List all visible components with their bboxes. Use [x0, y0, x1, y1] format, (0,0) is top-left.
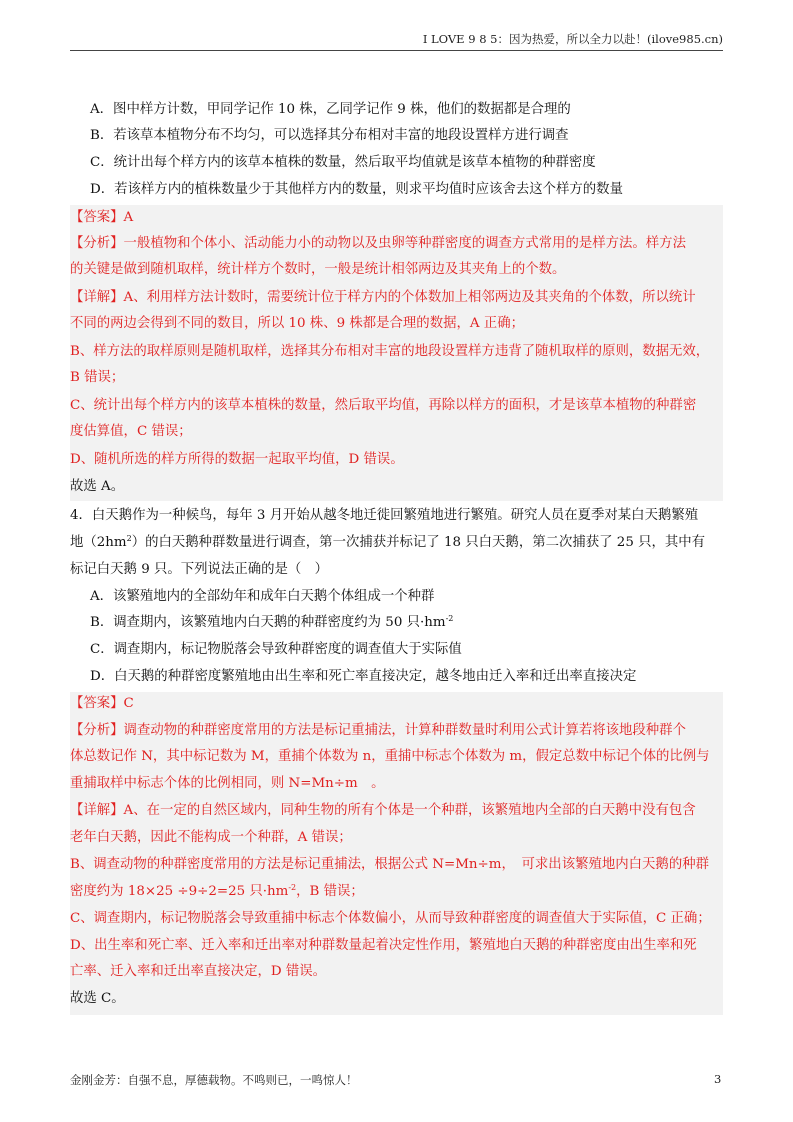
- q3-detail-line: B 错误；: [70, 370, 125, 385]
- q4-detail-line: 亡率、迁入率和迁出率直接决定，D 错误。: [70, 964, 327, 979]
- q3-detail-line: 不同的两边会得到不同的数目，所以 10 株、9 株都是合理的数据，A 正确；: [70, 316, 524, 331]
- q4-detail-line: B、调查动物的种群密度常用的方法是标记重捕法，根据公式 N=Mn÷m， 可求出该繁殖地内白天鹅的种群: [70, 857, 709, 872]
- superscript: 2: [126, 534, 132, 543]
- q4-stem-line: 标记白天鹅 9 只。下列说法正确的是（ ）: [70, 562, 329, 577]
- q4-solution-block: [70, 692, 723, 1015]
- page-footer: 金刚金芳：自强不息，厚德载物。不鸣则已，一鸣惊人！: [70, 1073, 358, 1087]
- q4-stem-text: ）的白天鹅种群数量进行调查，第一次捕获并标记了 18 只白天鹅，第二次捕获了 25 只，其中有: [131, 535, 706, 550]
- q4-detail-line: 【详解】A、在一定的自然区域内，同种生物的所有个体是一个种群，该繁殖地内全部的白天鹅中没有包含: [70, 803, 696, 818]
- q3-option-a: A．图中样方计数，甲同学记作 10 株，乙同学记作 9 株，他们的数据都是合理的: [90, 102, 571, 117]
- q4-stem-line: 4．白天鹅作为一种候鸟，每年 3 月开始从越冬地迁徙回繁殖地进行繁殖。研究人员在夏季对某白天鹅繁殖: [70, 508, 699, 523]
- q4-analysis-line: 体总数记作 N，其中标记数为 M，重捕个体数为 n，重捕中标志个体数为 m，假定总数中标记个体的比例与: [70, 749, 710, 764]
- q3-analysis-line: 的关键是做到随机取样，统计样方个数时，一般是统计相邻两边及其夹角上的个数。: [70, 262, 566, 277]
- q4-detail-line: D、出生率和死亡率、迁入率和迁出率对种群数量起着决定性作用，繁殖地白天鹅的种群密度由出生率和死: [70, 938, 697, 953]
- q4-detail-text: ，B 错误；: [296, 884, 364, 899]
- q3-analysis-line: 【分析】一般植物和个体小、活动能力小的动物以及虫卵等种群密度的调查方式常用的是样方法。样方法: [70, 236, 686, 251]
- page-number: 3: [714, 1072, 722, 1086]
- q3-option-b: B．若该草本植物分布不均匀，可以选择其分布相对丰富的地段设置样方进行调查: [90, 128, 569, 143]
- q3-detail-line: 度估算值，C 错误；: [70, 424, 192, 439]
- q4-option-a: A．该繁殖地内的全部幼年和成年白天鹅个体组成一个种群: [90, 589, 435, 604]
- q3-option-d: D．若该样方内的植株数量少于其他样方内的数量，则求平均值时应该舍去这个样方的数量: [90, 182, 623, 197]
- superscript: -2: [288, 883, 297, 892]
- q3-conclusion: 故选 A。: [70, 479, 125, 494]
- q3-detail-line: B、样方法的取样原则是随机取样，选择其分布相对丰富的地段设置样方违背了随机取样的原则，数据无效，: [70, 344, 710, 359]
- superscript: -2: [445, 614, 454, 623]
- header-rule: [70, 50, 723, 51]
- q4-option-b: [90, 614, 453, 632]
- q4-detail-line: [70, 883, 364, 901]
- q4-detail-line: C、调查期内，标记物脱落会导致重捕中标志个体数偏小，从而导致种群密度的调查值大于实际值，C 正确；: [70, 911, 711, 926]
- q4-analysis-line: 【分析】调查动物的种群密度常用的方法是标记重捕法，计算种群数量时利用公式计算若将该地段种群个: [70, 723, 686, 738]
- q3-answer: 【答案】A: [70, 210, 134, 225]
- q3-detail-line: D、随机所选的样方所得的数据一起取平均值，D 错误。: [70, 452, 404, 467]
- page-header: I LOVE 9 8 5：因为热爱，所以全力以赴！(ilove985.cn): [422, 32, 723, 46]
- q4-option-c: C．调查期内，标记物脱落会导致种群密度的调查值大于实际值: [90, 642, 462, 657]
- q4-option-b-text: B．调查期内，该繁殖地内白天鹅的种群密度约为 50 只·hm: [90, 615, 446, 630]
- q3-solution-block: [70, 205, 723, 501]
- q4-stem-line: [70, 534, 705, 552]
- q4-detail-line: 老年白天鹅，因此不能构成一个种群，A 错误；: [70, 830, 352, 845]
- q3-detail-line: 【详解】A、利用样方法计数时，需要统计位于样方内的个体数加上相邻两边及其夹角的个体数，所以统计: [70, 290, 696, 305]
- q4-answer: 【答案】C: [70, 696, 134, 711]
- q4-analysis-line: 重捕取样中标志个体的比例相同，则 N=Mn÷m 。: [70, 776, 385, 791]
- q4-conclusion: 故选 C。: [70, 991, 125, 1006]
- q4-option-d: D．白天鹅的种群密度繁殖地由出生率和死亡率直接决定，越冬地由迁入率和迁出率直接决定: [90, 669, 637, 684]
- q3-option-c: C．统计出每个样方内的该草本植株的数量，然后取平均值就是该草本植物的种群密度: [90, 155, 596, 170]
- q4-stem-text: 地（2hm: [70, 535, 127, 550]
- q3-detail-line: C、统计出每个样方内的该草本植株的数量，然后取平均值，再除以样方的面积，才是该草本植物的种群密: [70, 398, 697, 413]
- q4-detail-text: 密度约为 18×25 ÷9÷2=25 只·hm: [70, 884, 289, 899]
